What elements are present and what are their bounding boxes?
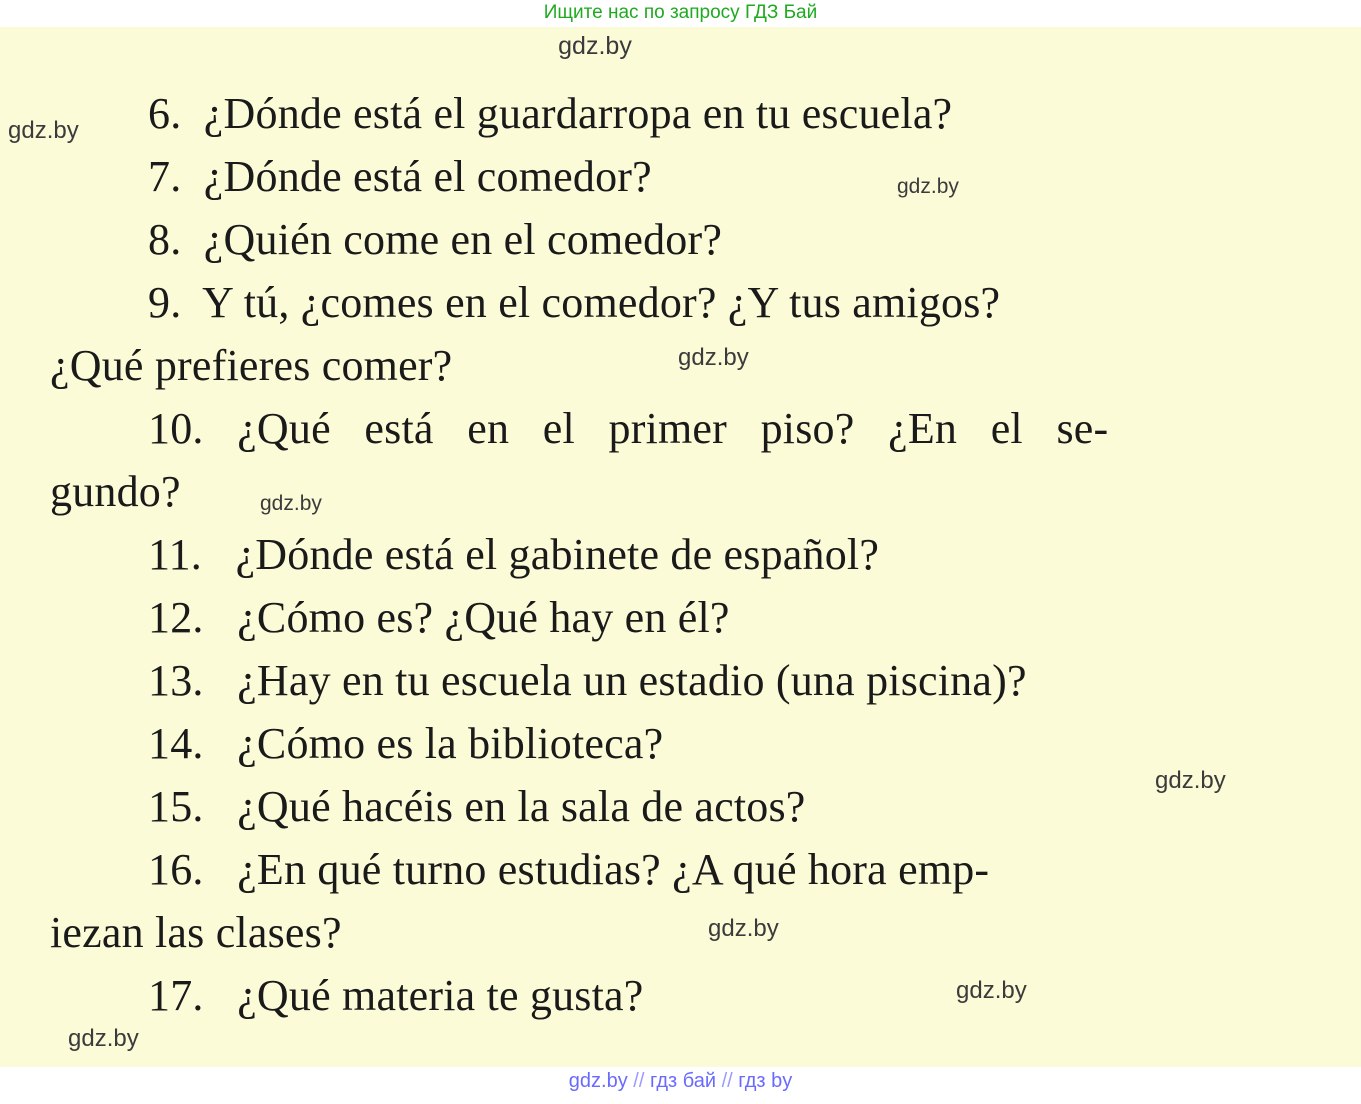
- question-line-12: 12. ¿Cómo es? ¿Qué hay en él?: [148, 593, 730, 642]
- question-line-17: 17. ¿Qué materia te gusta?: [148, 971, 644, 1020]
- question-line-16a: 16. ¿En qué turno estudias? ¿A qué hora emp-: [148, 845, 990, 894]
- footer-separator-2: //: [721, 1070, 733, 1092]
- footer-link-gdzby-cyr[interactable]: гдз by: [738, 1070, 793, 1092]
- watermark-near-comedor: gdz.by: [897, 175, 959, 198]
- question-line-8: 8. ¿Quién come en el comedor?: [148, 215, 723, 264]
- watermark-left-top: gdz.by: [8, 117, 79, 144]
- question-line-14: 14. ¿Cómo es la biblioteca?: [148, 719, 664, 768]
- watermark-right-biblioteca: gdz.by: [1155, 767, 1226, 794]
- question-line-15: 15. ¿Qué hacéis en la sala de actos?: [148, 782, 806, 831]
- question-line-10a: 10. ¿Qué está en el primer piso? ¿En el se-: [148, 404, 1109, 453]
- question-line-10b: gundo?: [50, 467, 181, 516]
- question-line-7: 7. ¿Dónde está el comedor?: [148, 152, 652, 201]
- question-line-13: 13. ¿Hay en tu escuela un estadio (una piscina)?: [148, 656, 1027, 705]
- question-line-16b: iezan las clases?: [50, 908, 342, 957]
- scanned-page-area: [0, 27, 1361, 1067]
- question-line-11: 11. ¿Dónde está el gabinete de español?: [148, 530, 880, 579]
- footer-links: [0, 1070, 1361, 1093]
- watermark-near-prefieres: gdz.by: [678, 344, 749, 371]
- search-prompt-banner: Ищите нас по запросу ГДЗ Бай: [0, 0, 1361, 28]
- footer-link-gdzby[interactable]: gdz.by: [568, 1070, 628, 1092]
- watermark-bottom-left: gdz.by: [68, 1025, 139, 1052]
- footer-link-gdzbai[interactable]: гдз бай: [649, 1070, 717, 1092]
- question-line-9a: 9. Y tú, ¿comes en el comedor? ¿Y tus amigos?: [148, 278, 1001, 327]
- watermark-header: gdz.by: [558, 32, 632, 60]
- question-line-9b: ¿Qué prefieres comer?: [50, 341, 453, 390]
- watermark-near-iezan: gdz.by: [708, 915, 779, 942]
- questions-list: [50, 82, 1320, 1027]
- question-line-6: 6. ¿Dónde está el guardarropa en tu escuela?: [148, 89, 953, 138]
- watermark-near-materia: gdz.by: [956, 977, 1027, 1004]
- watermark-near-gundo: gdz.by: [260, 492, 322, 515]
- footer-separator-1: //: [633, 1070, 645, 1092]
